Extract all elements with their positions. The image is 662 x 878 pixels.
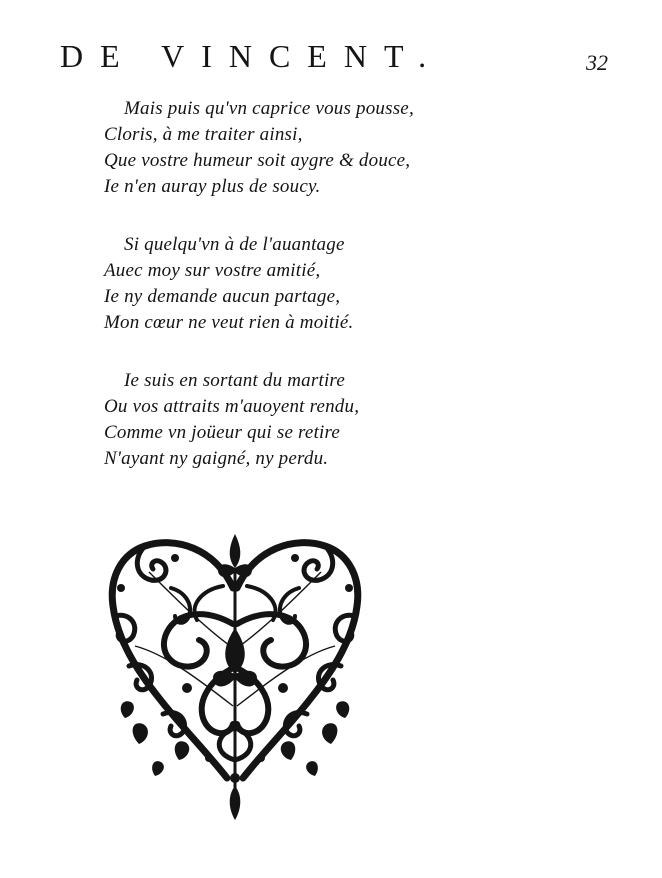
stanza-2: [104, 232, 464, 336]
running-head: DE VINCENT.: [60, 38, 444, 74]
verse-line: Ie n'en auray plus de soucy.: [104, 176, 321, 197]
verse-line: Ou vos attraits m'auoyent rendu,: [104, 396, 360, 417]
heart-ornament-icon: [105, 528, 365, 824]
verse-line: Mais puis qu'vn caprice vous pousse,: [124, 98, 414, 119]
stanza-3: [104, 368, 464, 472]
verse-line: Ie ny demande aucun partage,: [104, 286, 341, 307]
verse-line: Mon cœur ne veut rien à moitié.: [104, 312, 354, 333]
verse-line: Si quelqu'vn à de l'auantage: [124, 234, 345, 255]
poem: [104, 96, 464, 504]
verse-line: Auec moy sur vostre amitié,: [104, 260, 321, 281]
verse-line: Cloris, à me traiter ainsi,: [104, 124, 303, 145]
stanza-1: [104, 96, 464, 200]
verse-line: Que vostre humeur soit aygre & douce,: [104, 150, 411, 171]
verse-line: Comme vn joüeur qui se retire: [104, 422, 341, 443]
verse-line: N'ayant ny gaigné, ny perdu.: [104, 448, 329, 469]
page-number: 32: [586, 50, 608, 75]
verse-line: Ie suis en sortant du martire: [124, 370, 345, 391]
